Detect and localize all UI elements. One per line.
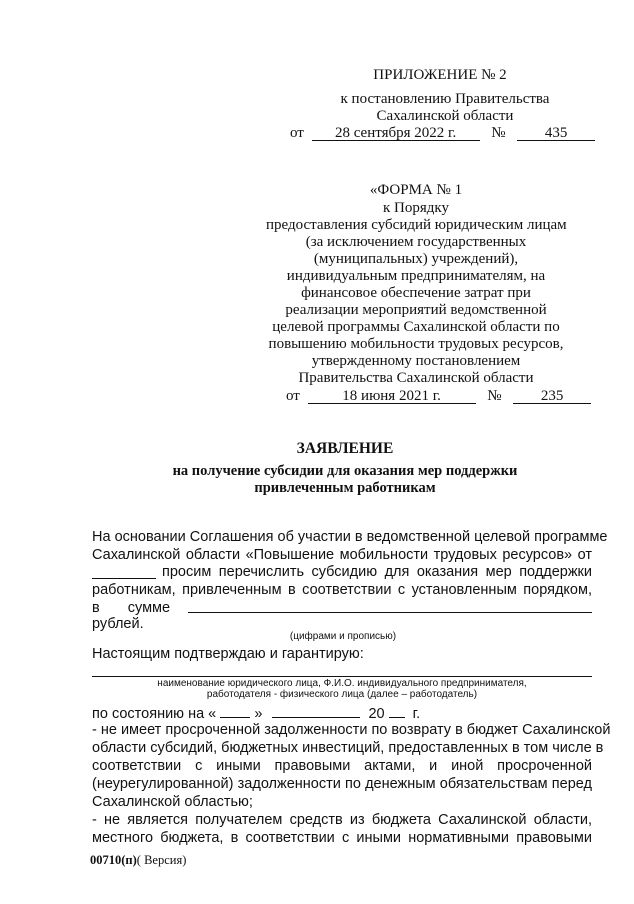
para1-line-2: Сахалинской области «Повышение мобильности трудовых ресурсов» от xyxy=(92,547,592,563)
appendix-date: 28 сентября 2022 г. xyxy=(312,124,480,141)
item1-line-4: (неурегулированной) задолженности по денежным обязательствам перед xyxy=(92,776,592,792)
appendix-num-label: № xyxy=(491,125,506,141)
employer-name-blank xyxy=(92,676,592,677)
confirm-line: Настоящим подтверждаю и гарантирую: xyxy=(92,646,364,662)
form-date: 18 июня 2021 г. xyxy=(308,387,476,404)
appendix-from-label: от xyxy=(290,125,304,141)
appendix-date-row xyxy=(290,124,595,142)
form-line-8: целевой программы Сахалинской области по xyxy=(272,319,560,335)
document-title: ЗАЯВЛЕНИЕ xyxy=(296,440,394,457)
state-year-suffix: г. xyxy=(412,706,421,722)
item1-line-1: - не имеет просроченной задолженности по возврату в бюджет Сахалинской xyxy=(92,722,611,738)
state-year-blank xyxy=(389,703,405,718)
para1-line-1: На основании Соглашения об участии в ведомственной целевой программе xyxy=(92,529,608,545)
amount-caption: (цифрами и прописью) xyxy=(289,631,397,642)
form-num-label: № xyxy=(487,388,502,404)
item1-line-3: соответствии с иными правовыми актами, и иной просроченной xyxy=(92,758,592,774)
document-code: 00710(п) xyxy=(90,853,137,867)
employer-caption-2: работодателя - физического лица (далее – работодатель) xyxy=(206,689,478,700)
form-from-label: от xyxy=(286,388,300,404)
form-line-3: (за исключением государственных xyxy=(305,234,527,250)
form-line-10: утвержденному постановлением xyxy=(311,353,521,369)
state-label: по состоянию на « xyxy=(92,706,217,722)
appendix-number: 435 xyxy=(517,124,595,141)
form-line-2: предоставления субсидий юридическим лицам xyxy=(266,217,567,233)
document-subtitle-2: привлеченным работникам xyxy=(254,480,436,496)
state-quote-close: » xyxy=(254,706,263,722)
form-number: 235 xyxy=(513,387,591,404)
form-title: «ФОРМА № 1 xyxy=(369,182,463,198)
agreement-date-blank xyxy=(92,578,156,579)
form-line-7: реализации мероприятий ведомственной xyxy=(285,302,547,318)
form-line-1: к Порядку xyxy=(383,200,449,216)
employer-caption-1: наименование юридического лица, Ф.И.О. индивидуального предпринимателя, xyxy=(157,678,527,689)
state-date-row xyxy=(92,703,592,723)
state-day-blank xyxy=(220,703,250,718)
appendix-title: ПРИЛОЖЕНИЕ № 2 xyxy=(373,67,507,83)
form-line-11: Правительства Сахалинской области xyxy=(298,370,534,386)
state-month-blank xyxy=(272,703,360,718)
appendix-line-1: к постановлению Правительства xyxy=(340,91,550,107)
document-subtitle-1: на получение субсидии для оказания мер поддержки xyxy=(172,463,518,479)
footer-version xyxy=(90,853,186,868)
form-line-9: повышению мобильности трудовых ресурсов, xyxy=(268,336,564,352)
para1-line-5-in: в xyxy=(92,600,100,616)
version-label: ( Версия) xyxy=(136,853,187,867)
form-line-5: индивидуальным предпринимателям, на xyxy=(286,268,546,284)
form-line-6: финансовое обеспечение затрат при xyxy=(301,285,531,301)
para1-line-4: работникам, привлеченным в соответствии с установленным порядком, xyxy=(92,582,592,598)
para1-line-3: просим перечислить субсидию для оказания мер поддержки xyxy=(162,564,592,580)
item2-line-1: - не является получателем средств из бюджета Сахалинской области, xyxy=(92,812,592,828)
amount-blank xyxy=(188,612,592,613)
item1-line-2: области субсидий, бюджетных инвестиций, предоставленных в том числе в xyxy=(92,740,604,756)
form-line-4: (муниципальных) учреждений), xyxy=(313,251,519,267)
para1-line-6: рублей. xyxy=(92,616,144,632)
item1-line-5: Сахалинской областью; xyxy=(92,794,253,810)
appendix-line-2: Сахалинской области xyxy=(376,108,514,124)
item2-line-2: местного бюджета, в соответствии с иными нормативными правовыми xyxy=(92,830,592,846)
form-date-row xyxy=(286,387,591,405)
state-year-prefix: 20 xyxy=(368,706,385,722)
para1-line-5-sum: сумме xyxy=(127,600,171,616)
